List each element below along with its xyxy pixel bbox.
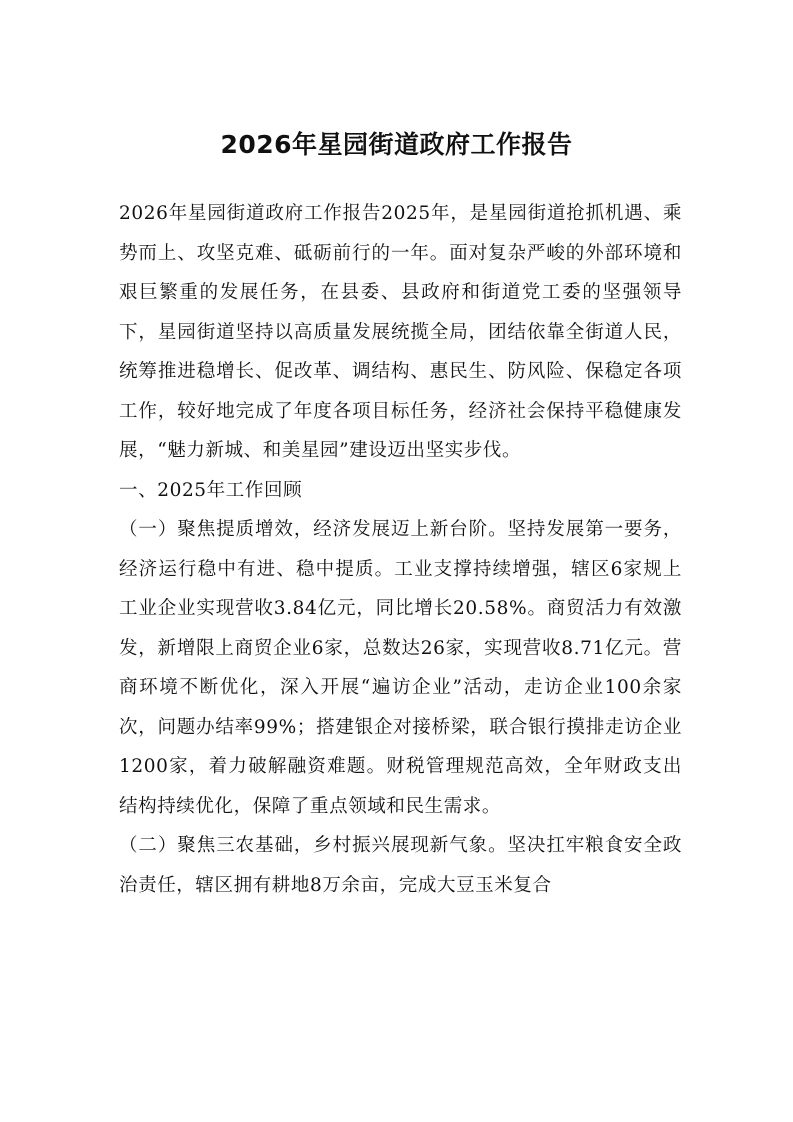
economy-paragraph: （一）聚焦提质增效，经济发展迈上新台阶。坚持发展第一要务，经济运行稳中有进、稳中提质。工业支撑持续增强，辖区6家规上工业企业实现营收3.84亿元，同比增长20.58%。商贸活力有效激发，新增限上商贸企业6家，总数达26家，实现营收8.71亿元。营商环境不断优化，深入开展“遍访企业”活动，走访企业100余家次，问题办结率99%；搭建银企对接桥梁，联合银行摸排走访企业1200家，着力破解融资难题。财税管理规范高效，全年财政支出结构持续优化，保障了重点领域和民生需求。: [119, 519, 682, 817]
document-body: [119, 194, 682, 905]
agriculture-paragraph: （二）聚焦三农基础，乡村振兴展现新气象。坚决扛牢粮食安全政治责任，辖区拥有耕地8万余亩，完成大豆玉米复合: [119, 835, 682, 896]
section-heading: 一、2025年工作回顾: [119, 479, 303, 501]
document-title: 2026年星园街道政府工作报告: [220, 130, 573, 159]
intro-paragraph: 2026年星园街道政府工作报告2025年，是星园街道抢抓机遇、乘势而上、攻坚克难、砥砺前行的一年。面对复杂严峻的外部环境和艰巨繁重的发展任务，在县委、县政府和街道党工委的坚强领导下，星园街道坚持以高质量发展统揽全局，团结依靠全街道人民，统筹推进稳增长、促改革、调结构、惠民生、防风险、保稳定各项工作，较好地完成了年度各项目标任务，经济社会保持平稳健康发展，“魅力新城、和美星园”建设迈出坚实步伐。: [119, 203, 682, 461]
